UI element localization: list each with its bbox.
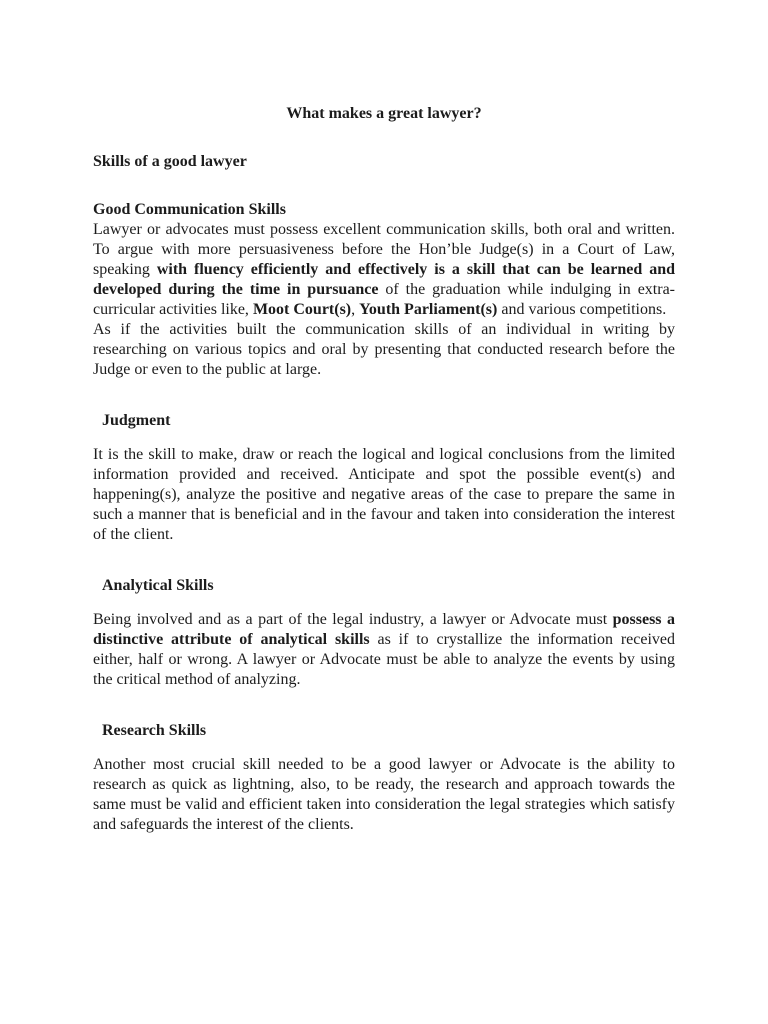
text-run: , [351,301,360,318]
paragraph [93,445,675,545]
paragraph [93,755,675,835]
text-run: of the graduation while indulging in extra-curricular activities like, [93,281,676,318]
text-run: It is the skill to make, draw or reach the logical and logical conclusions from the limited information provided and received. Anticipate and spot the possible event(s) and happening(s), analyze the positive and negative areas of the case to prepare the same in such a manner that is beneficial and in the favour and taken into consideration the interest of the client. [93,446,675,543]
paragraph [93,320,675,380]
section-heading: Good Communication Skills [93,201,286,218]
bold-text-run: possess a distinctive attribute of analytical skills [93,611,676,648]
text-run: Lawyer or advocates must possess excellent communication skills, both oral and written. To argue with more persuasiveness before the Hon’ble Judge(s) in a Court of Law, speaking [93,221,675,278]
bold-text-run: with fluency efficiently and effectively is a skill that can be learned and developed during the time in pursuance [93,261,676,298]
paragraph [93,220,675,320]
document-sections [93,200,675,835]
text-run: Another most crucial skill needed to be a good lawyer or Advocate is the ability to research as quick as lightning, also, to be ready, the research and approach towards the same must be valid and efficient taken into consideration the legal strategies which satisfy and safeguards the interest of the clients. [93,756,675,833]
section-heading: Research Skills [102,722,207,739]
bold-text-run: Moot Court(s) [252,301,352,318]
section-heading: Judgment [102,412,171,429]
document-title: What makes a great lawyer? [286,105,482,122]
paragraph [93,610,675,690]
bold-text-run: Youth Parliament(s) [359,301,498,318]
section-heading: Analytical Skills [102,577,214,594]
text-run: As if the activities built the communication skills of an individual in writing by researching on various topics and oral by presenting that conducted research before the Judge or even to the public at large. [93,321,675,378]
document-subtitle: Skills of a good lawyer [93,153,247,170]
text-run: Being involved and as a part of the legal industry, a lawyer or Advocate must [93,611,613,628]
text-run: and various competitions. [497,301,667,318]
text-run: as if to crystallize the information received either, half or wrong. A lawyer or Advocate must be able to analyze the events by using the critical method of analyzing. [93,631,675,688]
